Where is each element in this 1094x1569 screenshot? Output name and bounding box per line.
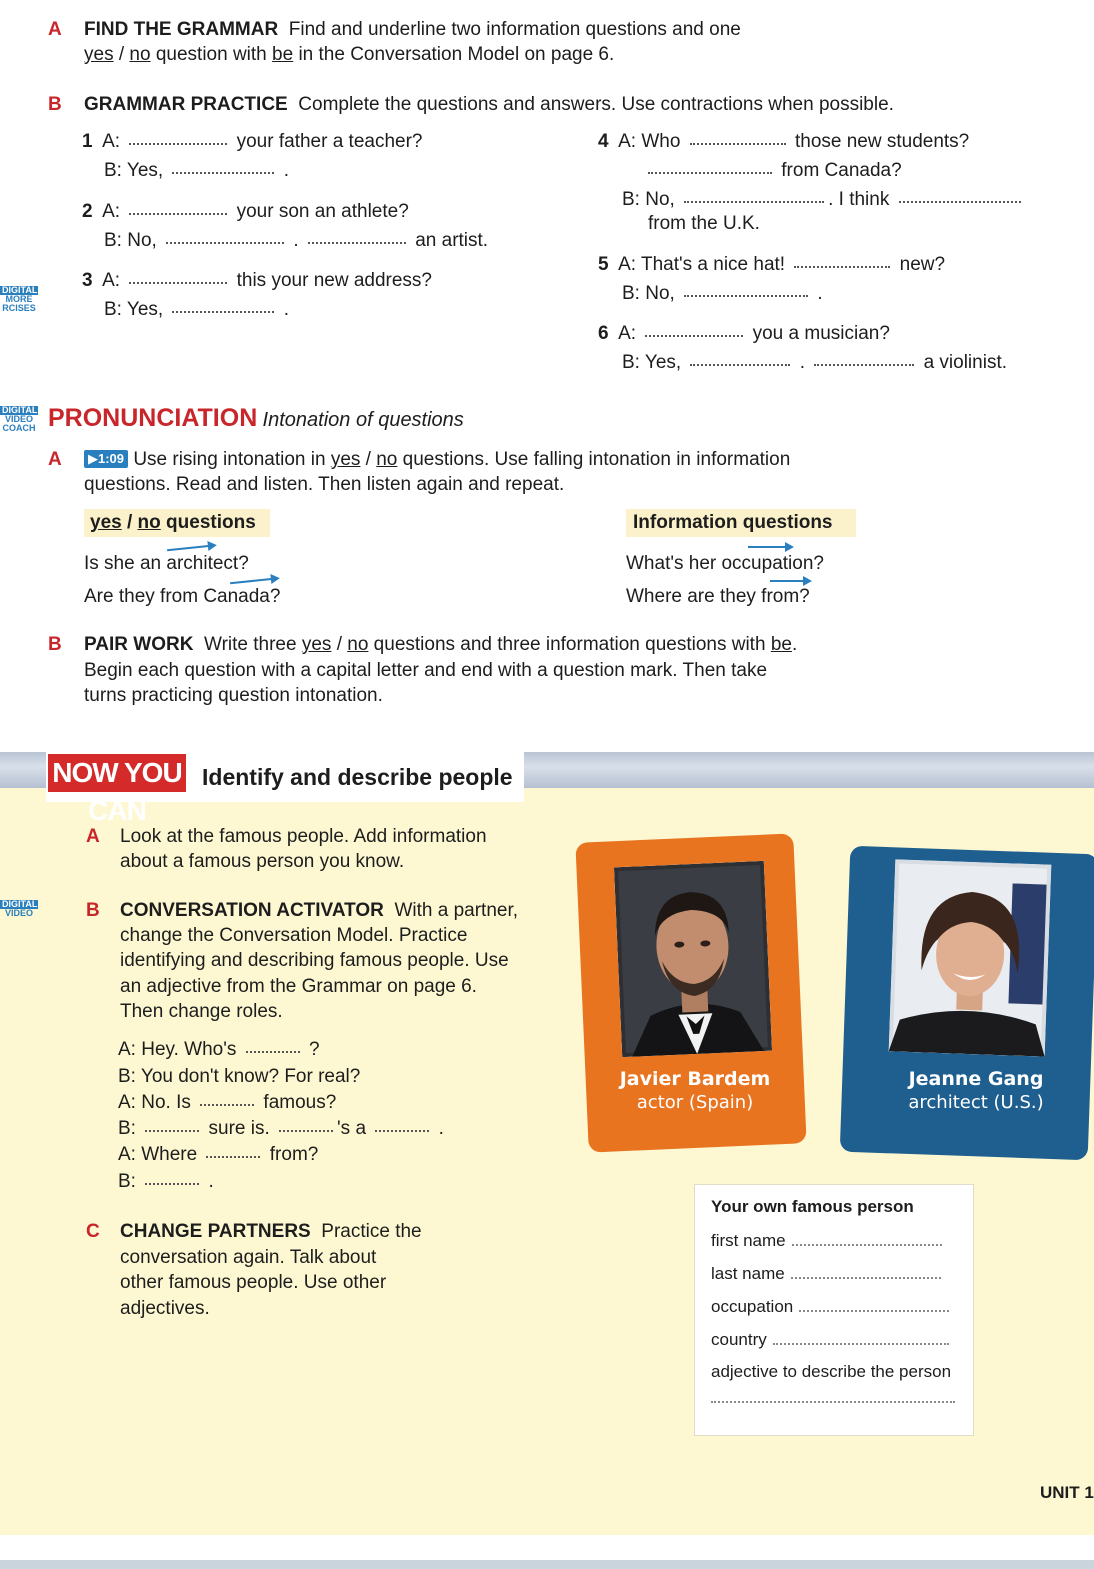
- item-text: Yes,: [126, 299, 164, 320]
- person2-name: Jeanne Gang: [908, 1068, 1044, 1090]
- blank[interactable]: [145, 1126, 199, 1132]
- note-country: [711, 1330, 949, 1350]
- slash: /: [331, 634, 348, 655]
- speaker-label: B:: [118, 1066, 136, 1087]
- nyc-b-letter: B: [86, 900, 100, 921]
- nyc-c-line3: other famous people. Use other: [120, 1272, 387, 1293]
- bottom-rule: [0, 1560, 1094, 1569]
- text: questions. Use falling intonation in information: [397, 449, 791, 470]
- pron-a-line1: [84, 449, 790, 471]
- item-4-a-line2: [648, 160, 902, 182]
- pronunciation-subtitle: Intonation of questions: [262, 409, 464, 431]
- blank[interactable]: [690, 360, 790, 366]
- audio-track-number: 1:09: [98, 451, 125, 466]
- yes-word: yes: [90, 512, 122, 533]
- be-word: be: [272, 44, 294, 65]
- section-b-heading: GRAMMAR PRACTICE: [84, 94, 288, 115]
- info-example-1: What's her occupation?: [626, 553, 824, 574]
- text: questions and three information questions with: [368, 634, 771, 655]
- conv-text: ?: [308, 1039, 320, 1060]
- tag-coach: COACH: [2, 423, 36, 433]
- item-text: you a musician?: [752, 323, 890, 344]
- nyc-c-letter: C: [86, 1221, 100, 1242]
- note-title: Your own famous person: [711, 1197, 914, 1216]
- speaker-label: A:: [118, 1092, 136, 1113]
- item-number: 2: [82, 201, 93, 222]
- section-a-line1: Find and underline two information questions and one: [288, 19, 741, 40]
- item-text: new?: [899, 254, 946, 275]
- nyc-c-line1: [120, 1221, 422, 1243]
- line2-part-a: question with: [150, 44, 273, 65]
- tag-exercises: RCISES: [2, 303, 36, 313]
- item-text: Who: [641, 131, 681, 152]
- blank[interactable]: [279, 1126, 333, 1132]
- information-header: Information questions: [633, 512, 833, 533]
- slash: /: [360, 449, 377, 470]
- conversation-activator-heading: CONVERSATION ACTIVATOR: [120, 900, 384, 921]
- nyc-a-line1: Look at the famous people. Add information: [120, 826, 487, 847]
- item-number: 4: [598, 131, 609, 152]
- item-text: Yes,: [644, 352, 682, 373]
- item-2-b: B: No, . an artist.: [104, 230, 489, 251]
- photo-jeanne-gang: [889, 859, 1052, 1056]
- pron-a-line2: questions. Read and listen. Then listen again and repeat.: [84, 474, 565, 495]
- blank[interactable]: [246, 1047, 300, 1053]
- label: first name: [711, 1231, 786, 1250]
- speaker-label: A:: [102, 201, 121, 222]
- speaker-label: B:: [622, 352, 640, 373]
- item-number: 6: [598, 323, 609, 344]
- item-text: No,: [645, 189, 675, 210]
- falling-intonation-arrow: [770, 580, 806, 582]
- speaker-label: B:: [118, 1118, 136, 1139]
- pron-b-line3: turns practicing question intonation.: [84, 685, 383, 706]
- item-3-b: B: Yes, .: [104, 299, 290, 320]
- blank[interactable]: [145, 1179, 199, 1185]
- falling-intonation-arrow: [748, 546, 788, 548]
- tag-digital: DIGITAL: [2, 405, 38, 415]
- item-1-b: B: Yes, .: [104, 160, 290, 181]
- label: occupation: [711, 1297, 794, 1316]
- section-a-text: [84, 19, 741, 41]
- speaker-label: A:: [618, 323, 637, 344]
- item-text: those new students?: [794, 131, 970, 152]
- item-text: . I think: [828, 189, 890, 210]
- be-word: be: [770, 634, 792, 655]
- nyc-a-line2: about a famous person you know.: [120, 851, 405, 872]
- portrait-man-icon: [614, 861, 772, 1057]
- portrait-woman-icon: [889, 859, 1052, 1056]
- no-word: no: [129, 44, 151, 65]
- no-word: no: [137, 512, 161, 533]
- blank[interactable]: [648, 168, 772, 174]
- item-text: a violinist.: [923, 352, 1007, 373]
- text: Write three: [203, 634, 302, 655]
- item-text: your father a teacher?: [236, 131, 423, 152]
- yn-example-2: Are they from Canada?: [84, 586, 281, 607]
- label: last name: [711, 1264, 785, 1283]
- conv-line-6: B: .: [118, 1171, 214, 1192]
- nyc-c-line2: conversation again. Talk about: [120, 1247, 377, 1268]
- item-6-a: [598, 323, 890, 345]
- blank[interactable]: [684, 291, 808, 297]
- pronunciation-title: PRONUNCIATION: [48, 404, 258, 432]
- digital-video-tag[interactable]: [0, 900, 38, 918]
- country-field[interactable]: [773, 1341, 949, 1345]
- item-4-a: [598, 131, 969, 153]
- speaker-label: A:: [618, 131, 637, 152]
- item-5-b: B: No, .: [622, 283, 823, 304]
- blank[interactable]: [684, 197, 824, 203]
- pair-work-heading: PAIR WORK: [84, 634, 194, 655]
- conv-line-3: [118, 1092, 336, 1114]
- text: With a partner,: [394, 900, 519, 921]
- last-name-field[interactable]: [791, 1275, 941, 1279]
- conv-text: Where: [141, 1144, 198, 1165]
- yes-word: yes: [330, 449, 361, 470]
- speaker-label: B:: [104, 160, 122, 181]
- item-text: That's a nice hat!: [640, 254, 786, 275]
- item-4-b: [622, 189, 1025, 211]
- speaker-label: A:: [102, 270, 121, 291]
- nyc-c-line4: adjectives.: [120, 1298, 210, 1319]
- blank[interactable]: [899, 197, 1021, 203]
- photo-javier-bardem: [614, 861, 772, 1057]
- occupation-field[interactable]: [799, 1308, 949, 1312]
- yn-example-1: Is she an architect?: [84, 553, 249, 574]
- note-first-name: [711, 1231, 942, 1251]
- section-b-text: Complete the questions and answers. Use contractions when possible.: [298, 94, 894, 115]
- speaker-label: B:: [104, 230, 122, 251]
- item-number: 1: [82, 131, 93, 152]
- nyc-b-line2: change the Conversation Model. Practice: [120, 925, 468, 946]
- yes-word: yes: [301, 634, 332, 655]
- section-a-heading: FIND THE GRAMMAR: [84, 19, 279, 40]
- item-text: Yes,: [126, 160, 164, 181]
- blank[interactable]: [794, 262, 890, 268]
- item-2-a: [82, 201, 409, 223]
- item-3-a: [82, 270, 432, 292]
- digital-more-exercises-tag[interactable]: [0, 286, 38, 313]
- text: Use rising intonation in: [133, 449, 331, 470]
- nyc-b-line1: [120, 900, 518, 922]
- blank[interactable]: [172, 307, 274, 313]
- conv-text: You don't know? For real?: [140, 1066, 361, 1087]
- no-word: no: [376, 449, 398, 470]
- tag-video: VIDEO: [4, 908, 33, 918]
- slash: /: [113, 44, 130, 65]
- blank[interactable]: [172, 168, 274, 174]
- section-b-instructions: [84, 94, 894, 116]
- speaker-label: A:: [102, 131, 121, 152]
- speaker-label: B:: [118, 1171, 136, 1192]
- item-number: 3: [82, 270, 93, 291]
- person1-name: Javier Bardem: [619, 1068, 771, 1090]
- tag-more: MORE: [5, 294, 33, 304]
- blank[interactable]: [308, 238, 406, 244]
- digital-video-coach-tag[interactable]: [0, 406, 38, 433]
- section-a-line2: [84, 44, 614, 66]
- rising-intonation-arrow: [230, 578, 274, 585]
- adjective-field[interactable]: [711, 1399, 955, 1403]
- now-you-can-badge: NOW YOU CAN: [48, 754, 186, 792]
- pron-b-line1: PAIR WORK Write three yes / no questions and three information questions with be.: [84, 634, 798, 655]
- label: country: [711, 1330, 767, 1349]
- slash: /: [121, 512, 138, 533]
- rising-intonation-arrow: [167, 545, 211, 552]
- speaker-label: A:: [118, 1039, 136, 1060]
- blank[interactable]: [690, 139, 786, 145]
- conv-text: famous?: [263, 1092, 337, 1113]
- audio-play-button[interactable]: ▶1:09: [84, 450, 128, 468]
- item-text: No,: [645, 283, 675, 304]
- conv-text: No. Is: [141, 1092, 191, 1113]
- blank[interactable]: [206, 1152, 260, 1158]
- header-text: questions: [160, 512, 256, 533]
- conv-line-4: B: sure is. 's a .: [118, 1118, 444, 1139]
- tag-video: VIDEO: [4, 414, 33, 424]
- item-4-b-line2: from the U.K.: [648, 213, 760, 234]
- item-1-a: [82, 131, 423, 153]
- blank[interactable]: [200, 1100, 254, 1106]
- section-b-letter: B: [48, 94, 62, 115]
- note-last-name: [711, 1264, 941, 1284]
- first-name-field[interactable]: [792, 1242, 942, 1246]
- blank[interactable]: [166, 238, 284, 244]
- note-occupation: [711, 1297, 949, 1317]
- conv-line-2: [118, 1066, 360, 1088]
- tag-digital: DIGITAL: [2, 285, 38, 295]
- item-text: this your new address?: [236, 270, 432, 291]
- person2-role: architect (U.S.): [908, 1092, 1044, 1113]
- nyc-b-line4: an adjective from the Grammar on page 6.: [120, 976, 477, 997]
- yes-word: yes: [84, 44, 114, 65]
- conv-text: from?: [269, 1144, 319, 1165]
- line2-part-b: in the Conversation Model on page 6.: [293, 44, 615, 65]
- pron-b-line2: Begin each question with a capital letter and end with a question mark. Then take: [84, 660, 768, 681]
- note-adjective: adjective to describe the person: [711, 1362, 952, 1381]
- conv-text: Hey. Who's: [141, 1039, 237, 1060]
- person1-role: actor (Spain): [636, 1092, 754, 1113]
- item-text: No,: [127, 230, 157, 251]
- item-5-a: [598, 254, 945, 276]
- conv-line-1: [118, 1039, 320, 1061]
- no-word: no: [347, 634, 369, 655]
- nyc-b-line3: identifying and describing famous people. Use: [120, 950, 509, 971]
- text: Practice the: [321, 1221, 422, 1242]
- item-text: from Canada?: [781, 160, 902, 181]
- blank[interactable]: [645, 331, 743, 337]
- pronunciation-header: [48, 404, 464, 433]
- conv-text: 's a: [337, 1118, 367, 1139]
- speaker-label: A:: [118, 1144, 136, 1165]
- speaker-label: B:: [622, 283, 640, 304]
- change-partners-heading: CHANGE PARTNERS: [120, 1221, 311, 1242]
- yes-no-header: [90, 512, 256, 534]
- conv-text: sure is.: [208, 1118, 270, 1139]
- nyc-b-line5: Then change roles.: [120, 1001, 283, 1022]
- item-text: an artist.: [415, 230, 489, 251]
- speaker-label: B:: [104, 299, 122, 320]
- item-6-b: B: Yes, . a violinist.: [622, 352, 1007, 373]
- blank[interactable]: [129, 139, 227, 145]
- tag-digital: DIGITAL: [2, 899, 38, 909]
- blank[interactable]: [129, 209, 227, 215]
- section-a-letter: A: [48, 19, 62, 40]
- blank[interactable]: [814, 360, 914, 366]
- speaker-label: A:: [618, 254, 637, 275]
- nyc-a-letter: A: [86, 826, 100, 847]
- pron-b-letter: B: [48, 634, 62, 655]
- blank[interactable]: [375, 1126, 429, 1132]
- famous-person-notepad: [694, 1184, 974, 1436]
- speaker-label: B:: [622, 189, 640, 210]
- item-number: 5: [598, 254, 609, 275]
- info-example-2: Where are they from?: [626, 586, 810, 607]
- now-you-can-title: Identify and describe people: [202, 764, 513, 790]
- pron-a-letter: A: [48, 449, 62, 470]
- unit-label: UNIT 1: [1040, 1483, 1094, 1502]
- blank[interactable]: [129, 278, 227, 284]
- item-text: your son an athlete?: [236, 201, 409, 222]
- conv-line-5: [118, 1144, 318, 1166]
